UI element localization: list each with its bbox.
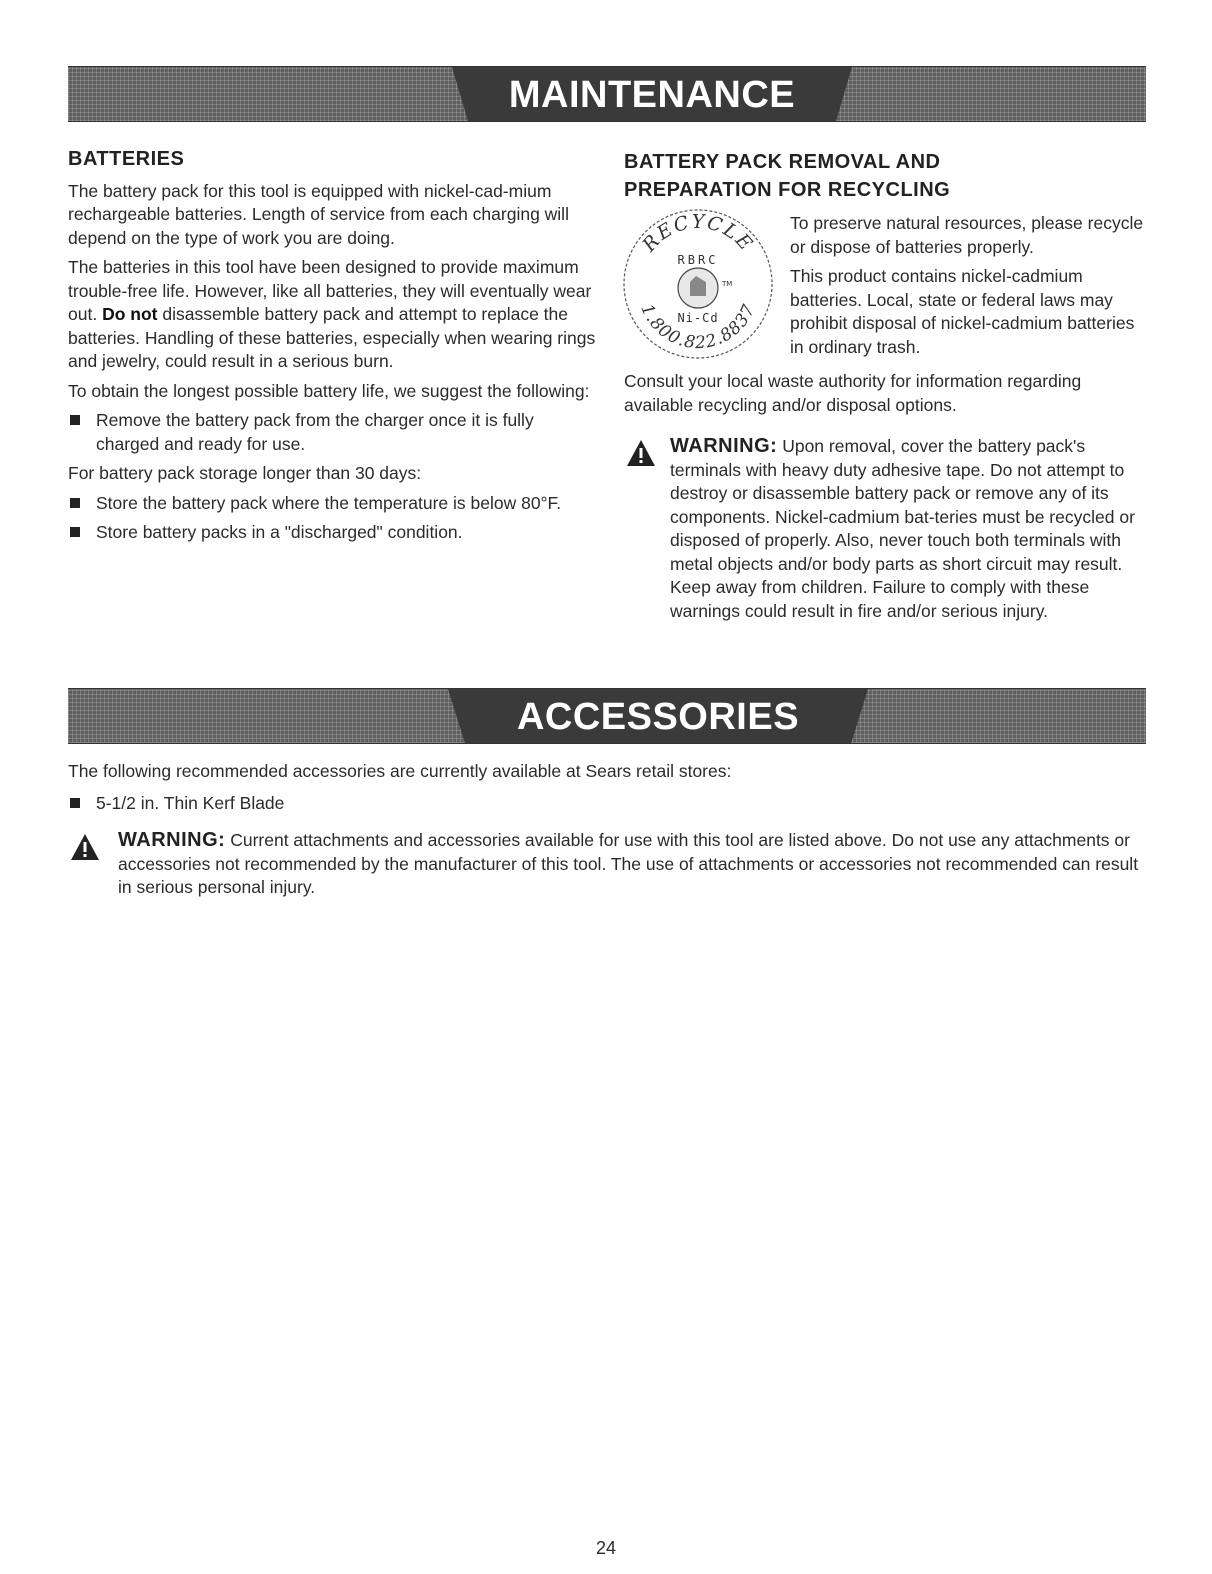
recycling-warning-label: WARNING: (670, 435, 778, 457)
recycling-section (624, 148, 1149, 623)
batteries-bullet-3 (68, 521, 598, 545)
batteries-paragraph-2 (68, 256, 598, 374)
batteries-section (68, 148, 598, 551)
svg-text:1.800.822.8837 (636, 301, 759, 353)
rbrc-recycle-seal-icon (620, 206, 776, 362)
recycling-warning (624, 435, 1149, 623)
batteries-paragraph-3: To obtain the longest possible battery life, we suggest the following: (68, 380, 590, 401)
recycle-seal-block (624, 212, 1149, 370)
seal-top-text: RECYCLE (638, 210, 758, 256)
warning-triangle-icon (70, 833, 100, 861)
accessories-banner (68, 688, 1146, 744)
maintenance-banner (68, 66, 1146, 122)
accessories-title: ACCESSORIES (516, 696, 800, 738)
page-number: 24 (595, 1538, 617, 1558)
bullet-square-icon (70, 498, 80, 508)
accessories-warning-label: WARNING: (118, 829, 226, 851)
accessories-intro: The following recommended accessories are currently available at Sears retail stores: (68, 761, 732, 781)
recycling-heading-line-2: PREPARATION FOR RECYCLING (624, 179, 951, 201)
accessories-section (68, 760, 1143, 900)
batteries-p2-pre: The batteries in this tool have been designed to provide maximum trouble-free life. However, like all batteries, they will eventually wear out. (68, 257, 592, 324)
warning-triangle-icon (626, 439, 656, 467)
batteries-bullet-1 (68, 409, 598, 456)
recycling-warning-text: Upon removal, cover the battery pack's terminals with heavy duty adhesive tape. Do not attempt to destroy or disassemble battery pack or remove any of its components. Nickel-cadmium bat-teries must be recycled or disposed of properly. Also, never touch both terminals with metal objects and/or body parts as short circuit may result. Keep away from children. Failure to comply with these warnings could result in fire and/or serious injury. (670, 436, 1135, 621)
recycling-heading-line-1: BATTERY PACK REMOVAL AND (624, 151, 941, 173)
seal-tm-text: TM (722, 280, 733, 288)
recycling-paragraph-1: To preserve natural resources, please recycle or dispose of batteries properly. (790, 213, 1144, 257)
bullet-square-icon (70, 527, 80, 537)
accessories-bullet-1-text: 5-1/2 in. Thin Kerf Blade (96, 792, 285, 813)
batteries-bullet-2-text: Store the battery pack where the temperature is below 80°F. (96, 492, 562, 513)
svg-text:RECYCLE (638, 211, 758, 257)
maintenance-title: MAINTENANCE (508, 74, 796, 116)
seal-rbrc-text: RBRC (677, 253, 719, 267)
seal-phone-text: 1.800.822.8837 (636, 301, 760, 354)
batteries-p2-post: disassemble battery pack and attempt to replace the batteries. Handling of these batteries, especially when wearing rings and jewelry, could result in a serious burn. (68, 304, 596, 371)
do-not-emphasis: Do not (102, 304, 158, 324)
batteries-heading: BATTERIES (68, 148, 185, 170)
seal-chem-text: Ni-Cd (677, 311, 719, 325)
recycling-paragraph-2: This product contains nickel-cadmium batteries. Local, state or federal laws may prohibit disposal of nickel-cadmium batteries in ordinary trash. (790, 266, 1135, 357)
accessories-warning (68, 829, 1143, 900)
bullet-square-icon (70, 798, 80, 808)
recycle-text-block (790, 212, 1150, 365)
bullet-square-icon (70, 415, 80, 425)
batteries-bullet-2 (68, 492, 598, 516)
recycling-paragraph-3: Consult your local waste authority for information regarding available recycling and/or disposal options. (624, 371, 1082, 415)
batteries-paragraph-1: The battery pack for this tool is equipped with nickel-cad-mium rechargeable batteries. Length of service from each charging will depend on the type of work you are doing. (68, 180, 569, 248)
batteries-bullet-1-text: Remove the battery pack from the charger once it is fully charged and ready for use. (96, 410, 534, 454)
batteries-bullet-3-text: Store battery packs in a "discharged" condition. (96, 522, 463, 542)
batteries-paragraph-4: For battery pack storage longer than 30 days: (68, 463, 422, 483)
accessories-bullet-1 (68, 792, 1143, 816)
accessories-warning-text: Current attachments and accessories available for use with this tool are listed above. Do not use any attachments or accessories not recommended by the manufacturer of this tool. The use of attachments or accessories not recommended can result in serious personal injury. (118, 830, 1139, 897)
